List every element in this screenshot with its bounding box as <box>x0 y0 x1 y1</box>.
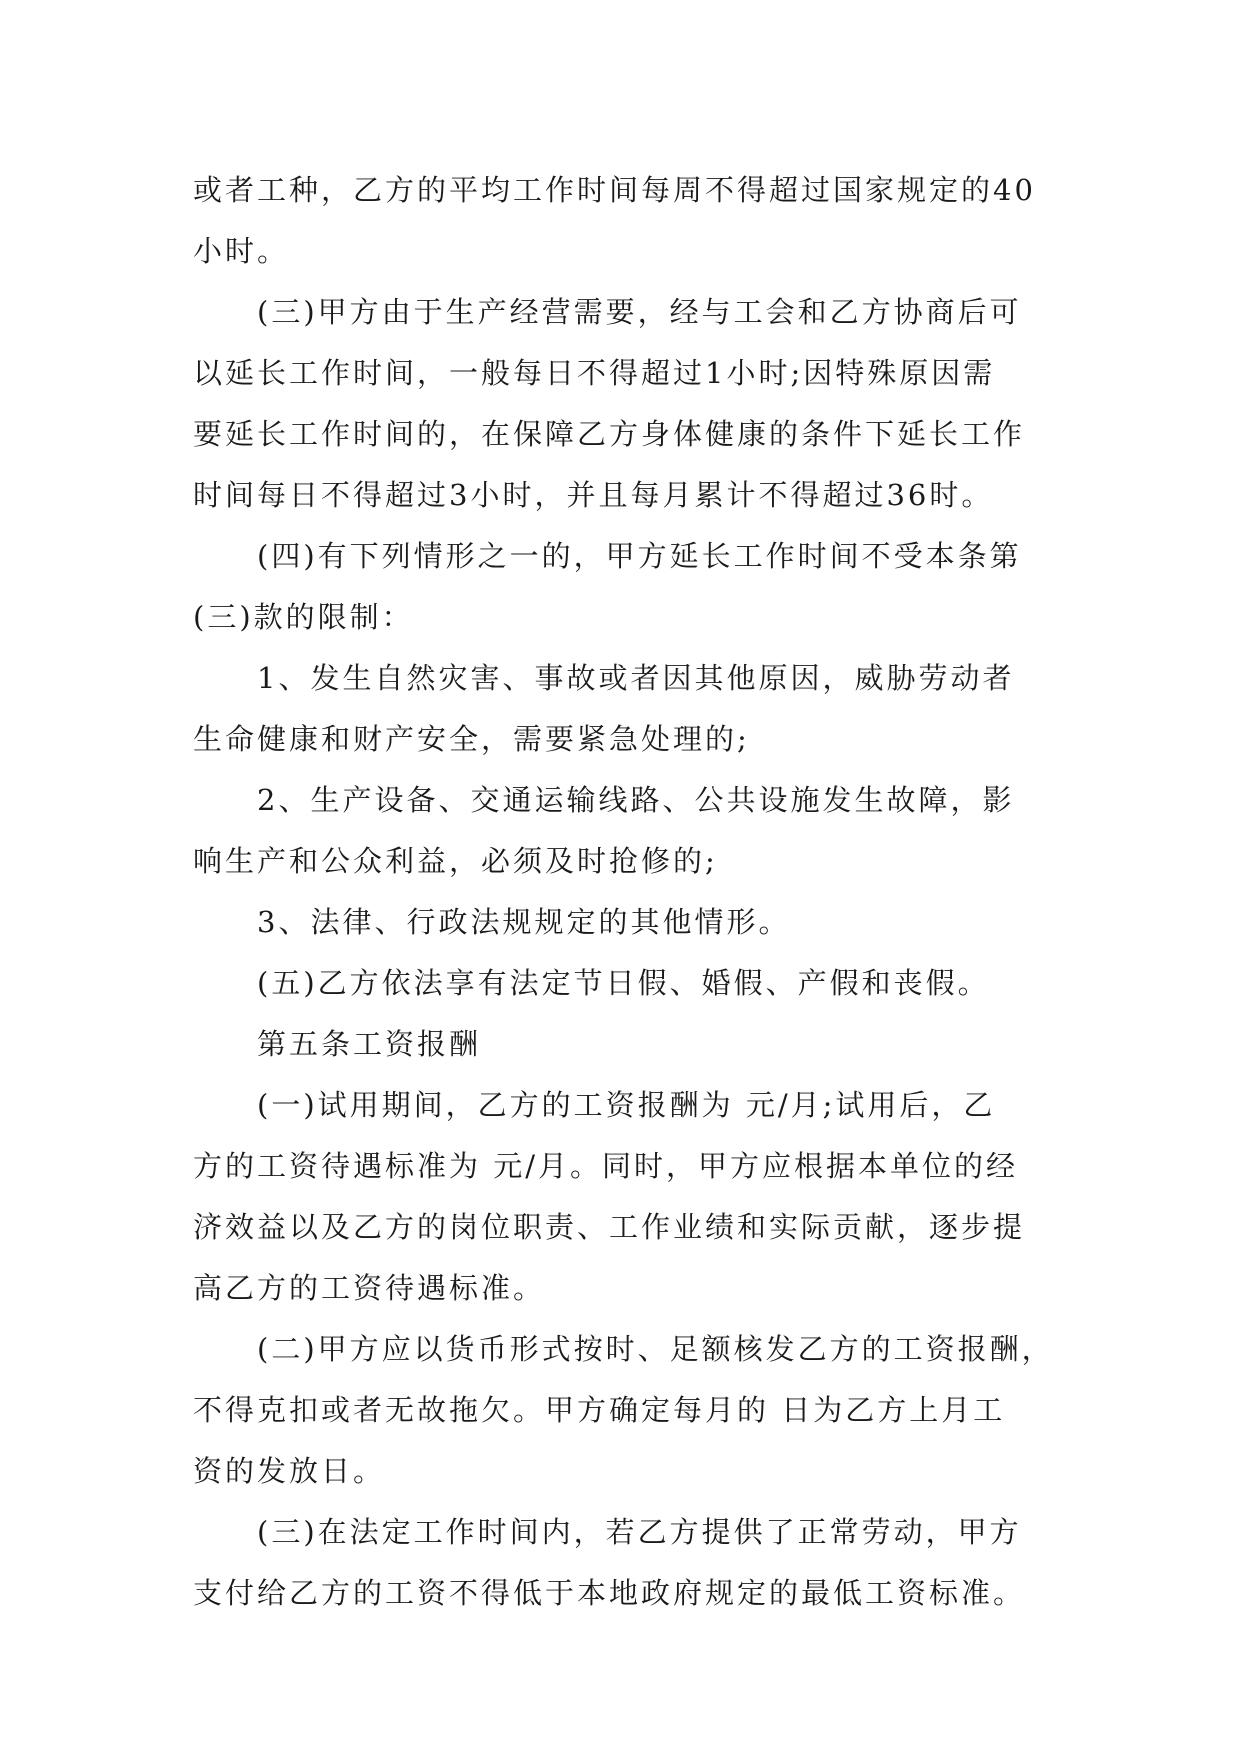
text-line: 济效益以及乙方的岗位职责、工作业绩和实际贡献，逐步提 <box>193 1210 1026 1244</box>
text-line: 资的发放日。 <box>193 1454 386 1488</box>
text-line: 不得克扣或者无故拖欠。甲方确定每月的 日为乙方上月工 <box>193 1393 1006 1427</box>
paragraph-start-line: (一)试用期间，乙方的工资报酬为 元/月;试用后，乙 <box>257 1088 996 1122</box>
text-line: (三)款的限制： <box>193 600 414 634</box>
text-line: 以延长工作时间，一般每日不得超过1小时;因特殊原因需 <box>193 356 996 390</box>
paragraph-start-line: (三)在法定工作时间内，若乙方提供了正常劳动，甲方 <box>257 1515 1022 1549</box>
text-line: 小时。 <box>193 234 290 268</box>
text-line: 高乙方的工资待遇标准。 <box>193 1271 546 1305</box>
section-heading: 第五条工资报酬 <box>257 1027 482 1061</box>
list-item-line: 3、法律、行政法规规定的其他情形。 <box>257 905 791 939</box>
text-line: 生命健康和财产安全，需要紧急处理的; <box>193 722 750 756</box>
paragraph-start-line: (二)甲方应以货币形式按时、足额核发乙方的工资报酬， <box>257 1332 1054 1366</box>
text-line: 时间每日不得超过3小时，并且每月累计不得超过36时。 <box>193 478 994 512</box>
text-line: 方的工资待遇标准为 元/月。同时，甲方应根据本单位的经 <box>193 1149 1018 1183</box>
text-line: 支付给乙方的工资不得低于本地政府规定的最低工资标准。 <box>193 1576 1026 1610</box>
paragraph-start-line: (四)有下列情形之一的，甲方延长工作时间不受本条第 <box>257 539 1022 573</box>
document-body <box>193 160 1073 1624</box>
text-line: 或者工种，乙方的平均工作时间每周不得超过国家规定的40 <box>193 173 1036 207</box>
text-line: 要延长工作时间的，在保障乙方身体健康的条件下延长工作 <box>193 417 1026 451</box>
list-item-line: 1、发生自然灾害、事故或者因其他原因，威胁劳动者 <box>257 661 1015 695</box>
text-line: 响生产和公众利益，必须及时抢修的; <box>193 844 718 878</box>
paragraph-start-line: (五)乙方依法享有法定节日假、婚假、产假和丧假。 <box>257 966 990 1000</box>
paragraph-start-line: (三)甲方由于生产经营需要，经与工会和乙方协商后可 <box>257 295 1022 329</box>
list-item-line: 2、生产设备、交通运输线路、公共设施发生故障，影 <box>257 783 1015 817</box>
